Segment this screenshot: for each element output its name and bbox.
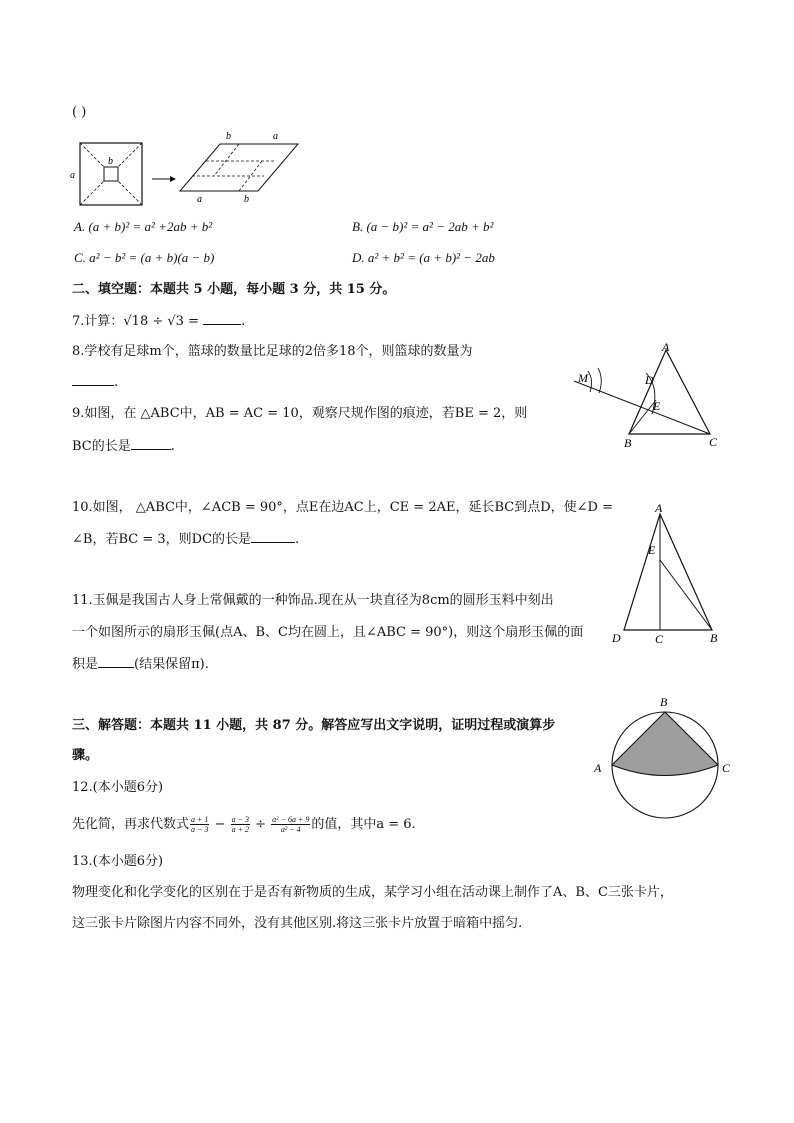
q12-fraction-1: $\frac{a + 1}{a - 3}$ (191, 815, 209, 834)
q12-body: 先化简，再求代数式 $\frac{a + 1}{a - 3}$ − $\frac{a - 3}{a + 2}$ ÷ $\frac{\text{a² − 6a + 9}}{\text{a² − 4}}$ 的值，其中a = 6. (72, 815, 416, 834)
q12-fraction-2: $\frac{a - 3}{a + 2}$ (231, 815, 249, 834)
q11-line-2: 一个如图所示的扇形玉佩(点A、B、C均在圆上，且∠ABC = 90°)，则这个扇形玉佩的面 (72, 625, 584, 640)
q6-option-a[interactable]: A. (a + b)² = a² +2ab + b² (74, 219, 213, 234)
fig9-label-a: A (662, 340, 670, 354)
q6-option-b[interactable]: B. (a − b)² = a² − 2ab + b² (352, 219, 494, 234)
q6-figure (66, 128, 306, 208)
fig9-label-e: E (653, 399, 661, 413)
q6-label-b-inner: b (108, 156, 113, 167)
question-7: 7.计算：√18 ÷ √3 = . (72, 314, 246, 329)
q11-line-1: 11.玉佩是我国古人身上常佩戴的一种饰品.现在从一块直径为8cm的圆形玉料中刻出 (72, 593, 554, 608)
q10-line-2: ∠B，若BC = 3，则DC的长是 . (72, 532, 300, 547)
q12-fraction-3: $\frac{\text{a² − 6a + 9}}{\text{a² − 4}}$ (272, 815, 310, 834)
fig9-label-d: D (645, 373, 654, 387)
fig11-label-b: B (660, 695, 668, 709)
fig10-label-c: C (655, 632, 664, 646)
q11-answer-blank[interactable] (98, 655, 134, 668)
fig10-label-d: D (612, 631, 621, 645)
fig10-label-a: A (655, 501, 663, 515)
q6-option-d[interactable]: D. a² + b² = (a + b)² − 2ab (352, 250, 495, 265)
q10-line-1: 10.如图， △ABC中，∠ACB = 90°，点E在边AC上，CE = 2AE，延长BC到点D，使∠D = (72, 500, 613, 515)
q11-figure (588, 688, 738, 822)
section-2-heading: 二、填空题：本题共 5 小题，每小题 3 分，共 15 分。 (72, 282, 396, 297)
q6-label-a-left: a (70, 170, 75, 181)
fig9-label-b: B (624, 436, 632, 450)
q9-line-2: BC的长是 . (72, 439, 175, 454)
q10-answer-blank[interactable] (251, 530, 295, 543)
q8-line-1: 8.学校有足球m个，篮球的数量比足球的2倍多18个，则篮球的数量为 (72, 344, 473, 359)
q8-line-2: . (72, 373, 118, 392)
q6-answer-paren: ( ) (72, 105, 87, 120)
fig9-label-c: C (709, 435, 718, 449)
q6-label-a-top: a (273, 131, 278, 142)
q12-header: 12.(本小题6分) (72, 780, 164, 795)
q7-text: 7.计算：√18 ÷ √3 = (72, 314, 204, 329)
q6-label-a-bottom: a (197, 194, 202, 205)
section-3-heading-line-2: 骤。 (72, 748, 99, 763)
fig11-label-a: A (594, 761, 602, 775)
q13-line-1: 物理变化和化学变化的区别在于是否有新物质的生成，某学习小组在活动课上制作了A、B、C三张卡片， (72, 885, 673, 900)
q8-answer-blank[interactable] (72, 373, 114, 386)
q10-figure (606, 498, 732, 648)
q7-answer-blank[interactable] (203, 312, 241, 325)
fig11-label-c: C (722, 761, 731, 775)
q6-label-b-bottom: b (244, 194, 249, 205)
q11-line-3: 积是 (结果保留π). (72, 657, 209, 672)
q9-answer-blank[interactable] (131, 437, 171, 450)
q9-figure (560, 338, 730, 454)
q13-line-2: 这三张卡片除图片内容不同外，没有其他区别.将这三张卡片放置于暗箱中摇匀. (72, 916, 523, 931)
fig10-label-b: B (710, 631, 718, 645)
fig10-label-e: E (648, 543, 656, 557)
section-3-heading-line-1: 三、解答题：本题共 11 小题，共 87 分。解答应写出文字说明，证明过程或演算步 (72, 718, 556, 733)
q6-label-b-top: b (226, 131, 231, 142)
fig9-label-m: M (578, 371, 588, 385)
q6-option-c[interactable]: C. a² − b² = (a + b)(a − b) (74, 250, 215, 265)
q9-line-1: 9.如图，在 △ABC中，AB = AC = 10，观察尺规作图的痕迹，若BE = 2，则 (72, 406, 528, 421)
q13-header: 13.(本小题6分) (72, 854, 164, 869)
